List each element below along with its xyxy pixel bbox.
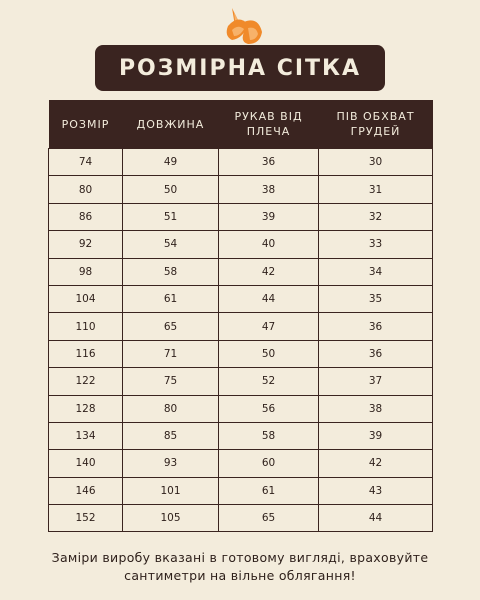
cell-half-chest: 39	[319, 422, 433, 449]
cell-sleeve: 56	[219, 395, 319, 422]
cell-size: 116	[49, 340, 123, 367]
cell-sleeve: 36	[219, 149, 319, 176]
cell-sleeve: 65	[219, 505, 319, 532]
cell-length: 93	[123, 450, 219, 477]
cell-length: 75	[123, 368, 219, 395]
cell-size: 74	[49, 149, 123, 176]
cell-sleeve: 44	[219, 285, 319, 312]
fox-icon	[214, 2, 266, 48]
cell-length: 61	[123, 285, 219, 312]
size-table	[48, 100, 433, 532]
cell-size: 80	[49, 176, 123, 203]
footer-line-1: Заміри виробу вказані в готовому вигляді, враховуйте	[51, 550, 429, 565]
cell-sleeve: 58	[219, 422, 319, 449]
cell-half-chest: 33	[319, 231, 433, 258]
table-row	[49, 505, 433, 532]
cell-length: 49	[123, 149, 219, 176]
cell-half-chest: 30	[319, 149, 433, 176]
table-row	[49, 368, 433, 395]
cell-length: 71	[123, 340, 219, 367]
cell-size: 122	[49, 368, 123, 395]
cell-half-chest: 37	[319, 368, 433, 395]
cell-sleeve: 40	[219, 231, 319, 258]
table-row	[49, 258, 433, 285]
cell-half-chest: 31	[319, 176, 433, 203]
cell-sleeve: 39	[219, 203, 319, 230]
cell-size: 98	[49, 258, 123, 285]
cell-half-chest: 34	[319, 258, 433, 285]
cell-sleeve: 42	[219, 258, 319, 285]
cell-size: 128	[49, 395, 123, 422]
cell-length: 105	[123, 505, 219, 532]
table-row	[49, 285, 433, 312]
table-row	[49, 477, 433, 504]
cell-half-chest: 42	[319, 450, 433, 477]
cell-size: 134	[49, 422, 123, 449]
page-title: РОЗМІРНА СІТКА	[118, 55, 362, 81]
footer-note	[20, 549, 460, 585]
cell-length: 54	[123, 231, 219, 258]
cell-half-chest: 38	[319, 395, 433, 422]
table-row	[49, 203, 433, 230]
cell-sleeve: 38	[219, 176, 319, 203]
cell-sleeve: 50	[219, 340, 319, 367]
cell-sleeve: 47	[219, 313, 319, 340]
cell-size: 146	[49, 477, 123, 504]
cell-length: 85	[123, 422, 219, 449]
cell-half-chest: 43	[319, 477, 433, 504]
cell-sleeve: 61	[219, 477, 319, 504]
cell-length: 80	[123, 395, 219, 422]
title-banner	[95, 45, 385, 91]
cell-length: 50	[123, 176, 219, 203]
cell-size: 110	[49, 313, 123, 340]
cell-half-chest: 36	[319, 340, 433, 367]
table-row	[49, 340, 433, 367]
table-row	[49, 231, 433, 258]
cell-length: 101	[123, 477, 219, 504]
table-row	[49, 149, 433, 176]
table-body	[49, 149, 433, 532]
cell-half-chest: 35	[319, 285, 433, 312]
table-row	[49, 450, 433, 477]
table-row	[49, 422, 433, 449]
header-length: ДОВЖИНА	[123, 100, 219, 149]
header-size: РОЗМІР	[49, 100, 123, 149]
footer-line-2: сантиметри на вільне облягання!	[124, 568, 356, 583]
cell-length: 65	[123, 313, 219, 340]
table-row	[49, 395, 433, 422]
cell-sleeve: 60	[219, 450, 319, 477]
cell-half-chest: 32	[319, 203, 433, 230]
cell-size: 92	[49, 231, 123, 258]
table-row	[49, 176, 433, 203]
cell-size: 152	[49, 505, 123, 532]
header-half-chest: ПІВ ОБХВАТ ГРУДЕЙ	[319, 100, 433, 149]
cell-size: 86	[49, 203, 123, 230]
cell-length: 58	[123, 258, 219, 285]
cell-sleeve: 52	[219, 368, 319, 395]
cell-size: 104	[49, 285, 123, 312]
table-row	[49, 313, 433, 340]
header-sleeve: РУКАВ ВІД ПЛЕЧА	[219, 100, 319, 149]
cell-size: 140	[49, 450, 123, 477]
cell-length: 51	[123, 203, 219, 230]
cell-half-chest: 44	[319, 505, 433, 532]
cell-half-chest: 36	[319, 313, 433, 340]
table-header-row	[49, 100, 433, 149]
